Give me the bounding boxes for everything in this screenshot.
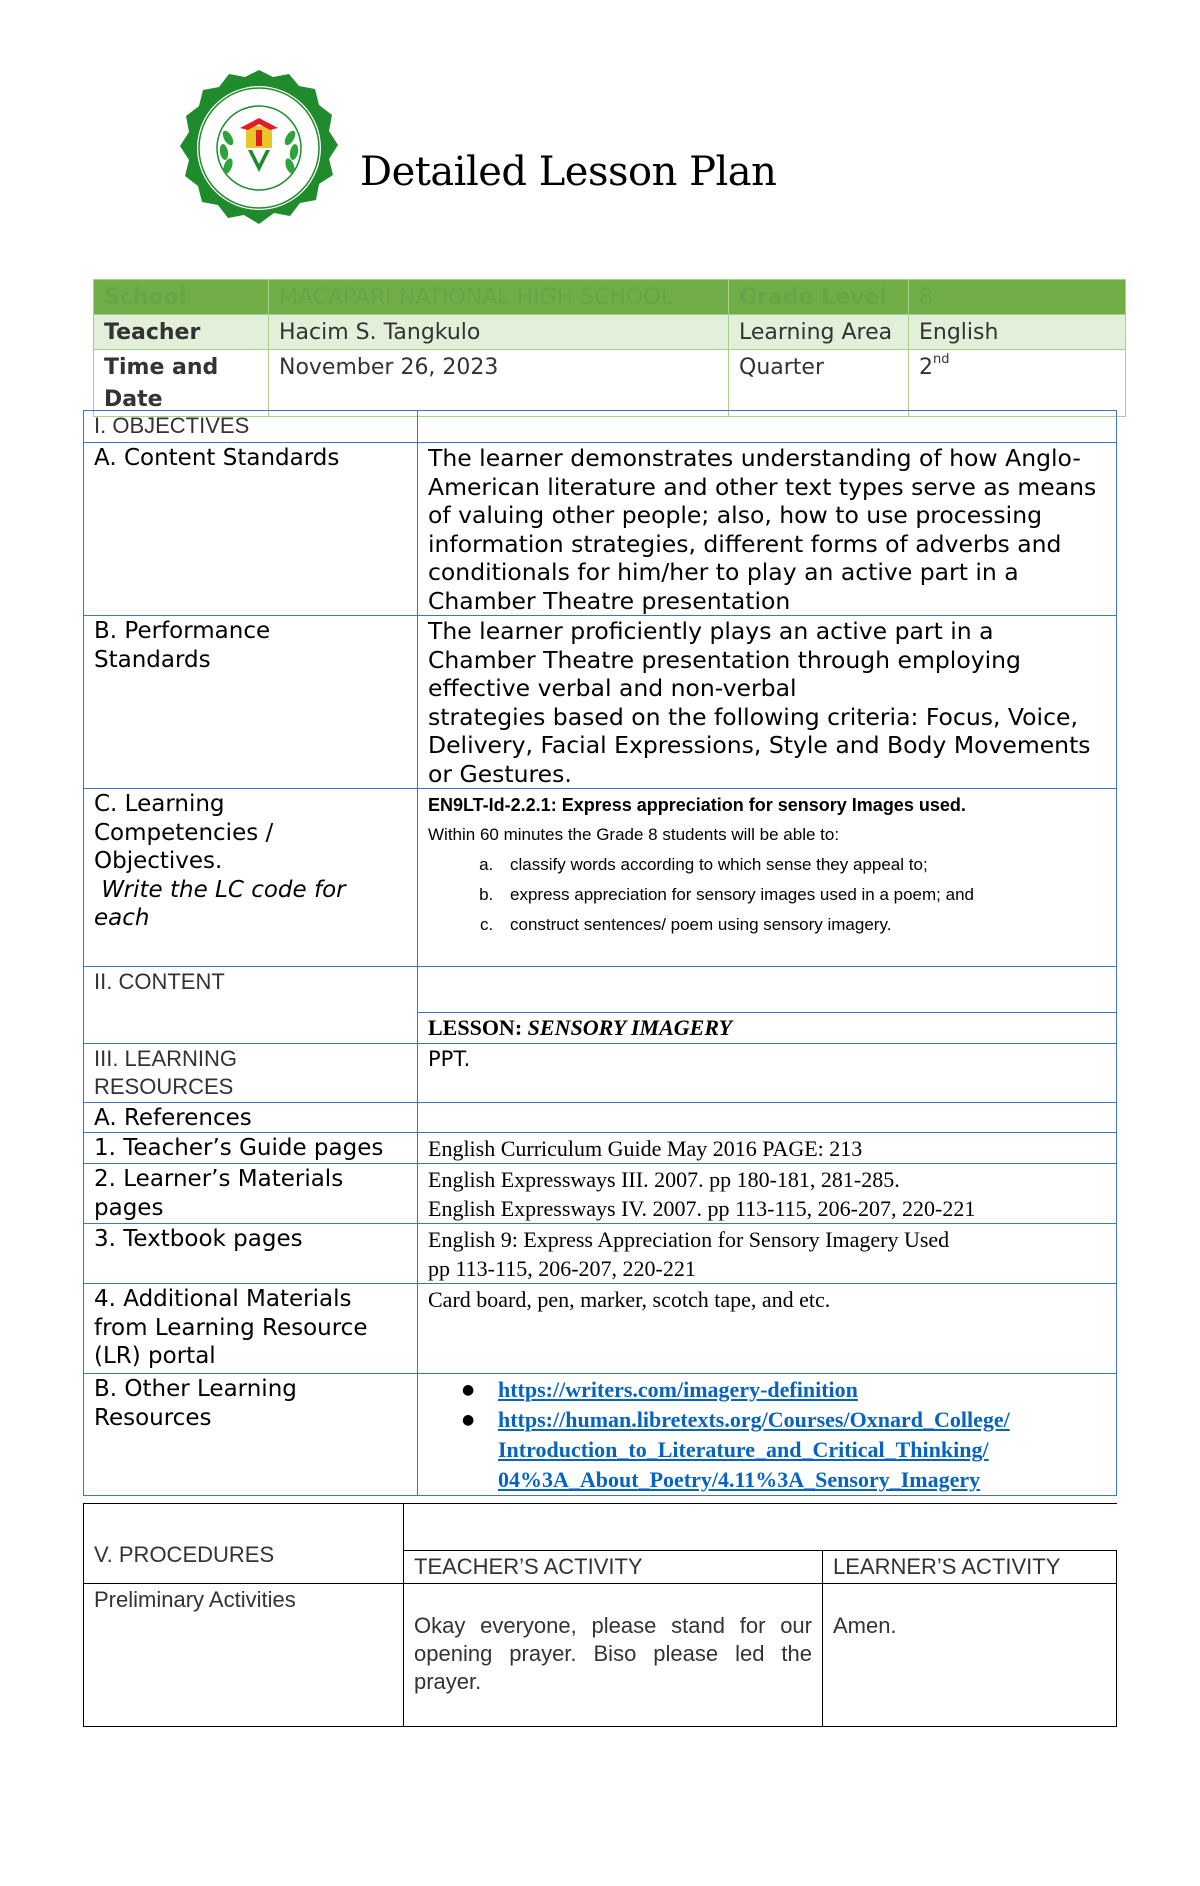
lesson-info-table — [93, 279, 1126, 417]
lc-intro: Within 60 minutes the Grade 8 students will be able to: — [428, 825, 840, 844]
grade-value: 8 — [909, 280, 1126, 315]
objectives-blank — [418, 411, 1117, 443]
procedures-top-row — [84, 1504, 1117, 1551]
resource-link-writers[interactable]: https://writers.com/imagery-definition — [498, 1377, 858, 1402]
references-label: A. References — [84, 1102, 418, 1133]
performance-standards-value — [418, 616, 1117, 789]
other-resources-label — [84, 1374, 418, 1496]
content-row — [84, 967, 1117, 1013]
school-value: MACAPARI NATIONAL HIGH SCHOOL — [269, 280, 729, 315]
info-row-date — [94, 350, 1126, 417]
resources-heading-line-1: III. LEARNING — [94, 1045, 238, 1071]
references-blank — [418, 1102, 1117, 1133]
libretexts-link-line-2: Introduction_to_Literature_and_Critical_Thinking/ — [498, 1437, 989, 1462]
resource-link-item — [462, 1375, 1106, 1405]
lc-objectives-list — [428, 850, 1106, 940]
lesson-prefix: LESSON: — [428, 1015, 528, 1040]
competencies-label-line-3: Objectives. — [94, 848, 223, 874]
date-value: November 26, 2023 — [269, 350, 729, 417]
teachers-guide-label: 1. Teacher’s Guide pages — [84, 1133, 418, 1164]
teacher-activity-text: Okay everyone, please stand for our opening prayer. Biso please led the prayer. — [404, 1584, 823, 1727]
learners-materials-label-line-1: 2. Learner’s Materials — [94, 1166, 344, 1192]
lesson-title: SENSORY IMAGERY — [527, 1015, 733, 1040]
area-value: English — [909, 315, 1126, 350]
date-label-line-1: Time and — [104, 355, 219, 380]
libretexts-link-line-3: 04%3A_About_Poetry/4.11%3A_Sensory_Imagery — [498, 1467, 981, 1492]
teachers-guide-value: English Curriculum Guide May 2016 PAGE: 213 — [418, 1133, 1117, 1164]
content-blank — [418, 967, 1117, 1013]
lesson-value — [418, 1013, 1117, 1044]
performance-label-line-2: Standards — [94, 646, 211, 673]
objectives-heading: I. OBJECTIVES — [84, 411, 418, 443]
learners-materials-label — [84, 1164, 418, 1224]
content-standards-row — [84, 443, 1117, 616]
document-title: Detailed Lesson Plan — [360, 149, 777, 195]
resource-link-libretexts[interactable] — [498, 1405, 1106, 1495]
quarter-suffix: nd — [933, 352, 950, 367]
resources-row — [84, 1043, 1117, 1102]
other-resources-label-line-2: Resources — [94, 1404, 212, 1431]
objectives-row — [84, 411, 1117, 443]
teacher-value: Hacim S. Tangkulo — [269, 315, 729, 350]
textbook-row — [84, 1224, 1117, 1284]
learners-materials-value-line-1: English Expressways III. 2007. pp 180-181, 281-285. — [428, 1167, 900, 1192]
lc-objective-item: a. classify words according to which sense they appeal to; — [498, 850, 1106, 880]
lc-code: EN9LT-Id-2.2.1: Express appreciation for sensory Images used. — [428, 795, 966, 815]
info-row-school — [94, 280, 1126, 315]
quarter-value — [909, 350, 1126, 417]
performance-label-line-1: B. Performance — [94, 618, 271, 644]
other-resources-row — [84, 1374, 1117, 1496]
grade-label: Grade Level — [729, 280, 909, 315]
procedures-heading: V. PROCEDURES — [84, 1504, 404, 1584]
performance-standards-row — [84, 616, 1117, 789]
procedures-table — [83, 1503, 1117, 1727]
competencies-label — [84, 789, 418, 967]
textbook-value-line-1: English 9: Express Appreciation for Sensory Imagery Used — [428, 1227, 950, 1252]
quarter-number: 2 — [919, 355, 933, 380]
learners-materials-value-line-2: English Expressways IV. 2007. pp 113-115, 206-207, 220-221 — [428, 1196, 976, 1221]
competencies-label-line-2: Competencies / — [94, 819, 274, 846]
content-heading: II. CONTENT — [84, 967, 418, 1044]
performance-value-part-1: The learner proficiently plays an active part in a Chamber Theatre presentation through employing effective verbal and non-verbal — [428, 617, 1021, 702]
teacher-activity-header: TEACHER’S ACTIVITY — [404, 1551, 823, 1584]
textbook-label: 3. Textbook pages — [84, 1224, 418, 1284]
date-label-line-2: Date — [104, 387, 163, 412]
performance-standards-label — [84, 616, 418, 789]
preliminary-activities-label: Preliminary Activities — [84, 1584, 404, 1727]
teachers-guide-row — [84, 1133, 1117, 1164]
other-resources-label-line-1: B. Other Learning — [94, 1376, 297, 1402]
content-standards-label: A. Content Standards — [84, 443, 418, 616]
resources-heading-line-2: RESOURCES — [94, 1074, 234, 1099]
preliminary-activities-row — [84, 1584, 1117, 1727]
learners-materials-row — [84, 1164, 1117, 1224]
resources-value: PPT. — [418, 1043, 1117, 1102]
lc-objective-item: b. express appreciation for sensory images used in a poem; and — [498, 880, 1106, 910]
lc-objective-item: c. construct sentences/ poem using sensory imagery. — [498, 910, 1106, 940]
school-label: School — [94, 280, 269, 315]
additional-materials-label: 4. Additional Materials from Learning Resource (LR) portal — [84, 1284, 418, 1374]
learners-materials-label-line-2: pages — [94, 1194, 164, 1221]
teacher-label: Teacher — [94, 315, 269, 350]
resources-heading — [84, 1043, 418, 1102]
competencies-row — [84, 789, 1117, 967]
textbook-value-line-2: pp 113-115, 206-207, 220-221 — [428, 1256, 696, 1281]
additional-materials-value: Card board, pen, marker, scotch tape, and etc. — [418, 1284, 1117, 1374]
procedures-blank — [404, 1504, 1117, 1551]
date-label — [94, 350, 269, 417]
other-resources-value — [418, 1374, 1117, 1496]
references-row — [84, 1102, 1117, 1133]
libretexts-link-line-1: https://human.libretexts.org/Courses/Oxnard_College/ — [498, 1407, 1010, 1432]
school-seal-logo — [178, 68, 340, 230]
additional-materials-row — [84, 1284, 1117, 1374]
lesson-plan-table — [83, 410, 1117, 1496]
quarter-label: Quarter — [729, 350, 909, 417]
learner-activity-text: Amen. — [823, 1584, 1117, 1727]
resource-links-list — [428, 1375, 1106, 1495]
textbook-value — [418, 1224, 1117, 1284]
bullet-icon: ● — [462, 1412, 475, 1428]
info-row-teacher — [94, 315, 1126, 350]
area-label: Learning Area — [729, 315, 909, 350]
learner-activity-header: LEARNER’S ACTIVITY — [823, 1551, 1117, 1584]
competencies-label-line-1: C. Learning — [94, 791, 225, 817]
learners-materials-value — [418, 1164, 1117, 1224]
bullet-icon: ● — [462, 1382, 475, 1398]
resource-link-item — [462, 1405, 1106, 1495]
competencies-label-line-4: Write the LC code for each — [94, 876, 353, 931]
competencies-value — [418, 789, 1117, 967]
content-standards-value: The learner demonstrates understanding of how Anglo-American literature and other text types serve as means of valuing other people; also, how to use processing information strategies, different forms of adverbs and conditionals for him/her to play an active part in a Chamber Theatre presentation — [418, 443, 1117, 616]
performance-value-part-2: strategies based on the following criteria: Focus, Voice, Delivery, Facial Expressions, Style and Body Movements or Gestures. — [428, 702, 1091, 788]
